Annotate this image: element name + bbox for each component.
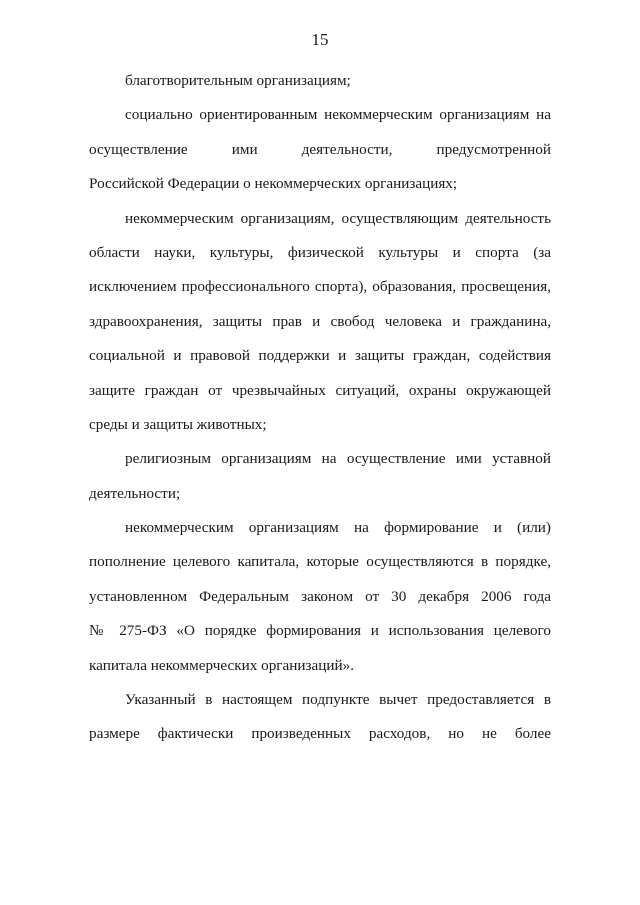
text-line: некоммерческим организациям на формирование и (или) <box>125 519 551 537</box>
text-line: осуществление ими деятельности, предусмотренной <box>89 140 551 158</box>
text-line: пополнение целевого капитала, которые осуществляются в порядке, <box>89 553 551 571</box>
text-line: религиозным организациям на осуществление ими уставной <box>125 450 551 468</box>
text-line: социальной и правовой поддержки и защиты граждан, содействия <box>89 347 551 365</box>
text-line: здравоохранения, защиты прав и свобод человека и гражданина, <box>89 312 551 330</box>
text-line: установленном Федеральным законом от 30 декабря 2006 года <box>89 587 551 605</box>
text-line: Указанный в настоящем подпункте вычет предоставляется в <box>125 691 551 709</box>
text-line: размере фактически произведенных расходов, но не более <box>89 725 551 743</box>
text-line: № 275-ФЗ «О порядке формирования и использования целевого <box>89 622 551 640</box>
text-line: социально ориентированным некоммерческим организациям на <box>125 106 551 124</box>
text-line: капитала некоммерческих организаций». <box>89 656 355 674</box>
text-line: благотворительным организациям; <box>125 72 351 89</box>
text-line: области науки, культуры, физической культуры и спорта (за <box>89 243 551 261</box>
text-line: Российской Федерации о некоммерческих организациях; <box>89 175 458 193</box>
text-line: среды и защиты животных; <box>89 415 267 433</box>
text-line: защите граждан от чрезвычайных ситуаций, охраны окружающей <box>89 381 551 399</box>
text-line: исключением профессионального спорта), образования, просвещения, <box>89 278 551 296</box>
body-text <box>89 64 551 752</box>
text-line: некоммерческим организациям, осуществляющим деятельность <box>125 209 551 227</box>
text-line: деятельности; <box>89 484 181 502</box>
page-number: 15 <box>311 30 329 49</box>
